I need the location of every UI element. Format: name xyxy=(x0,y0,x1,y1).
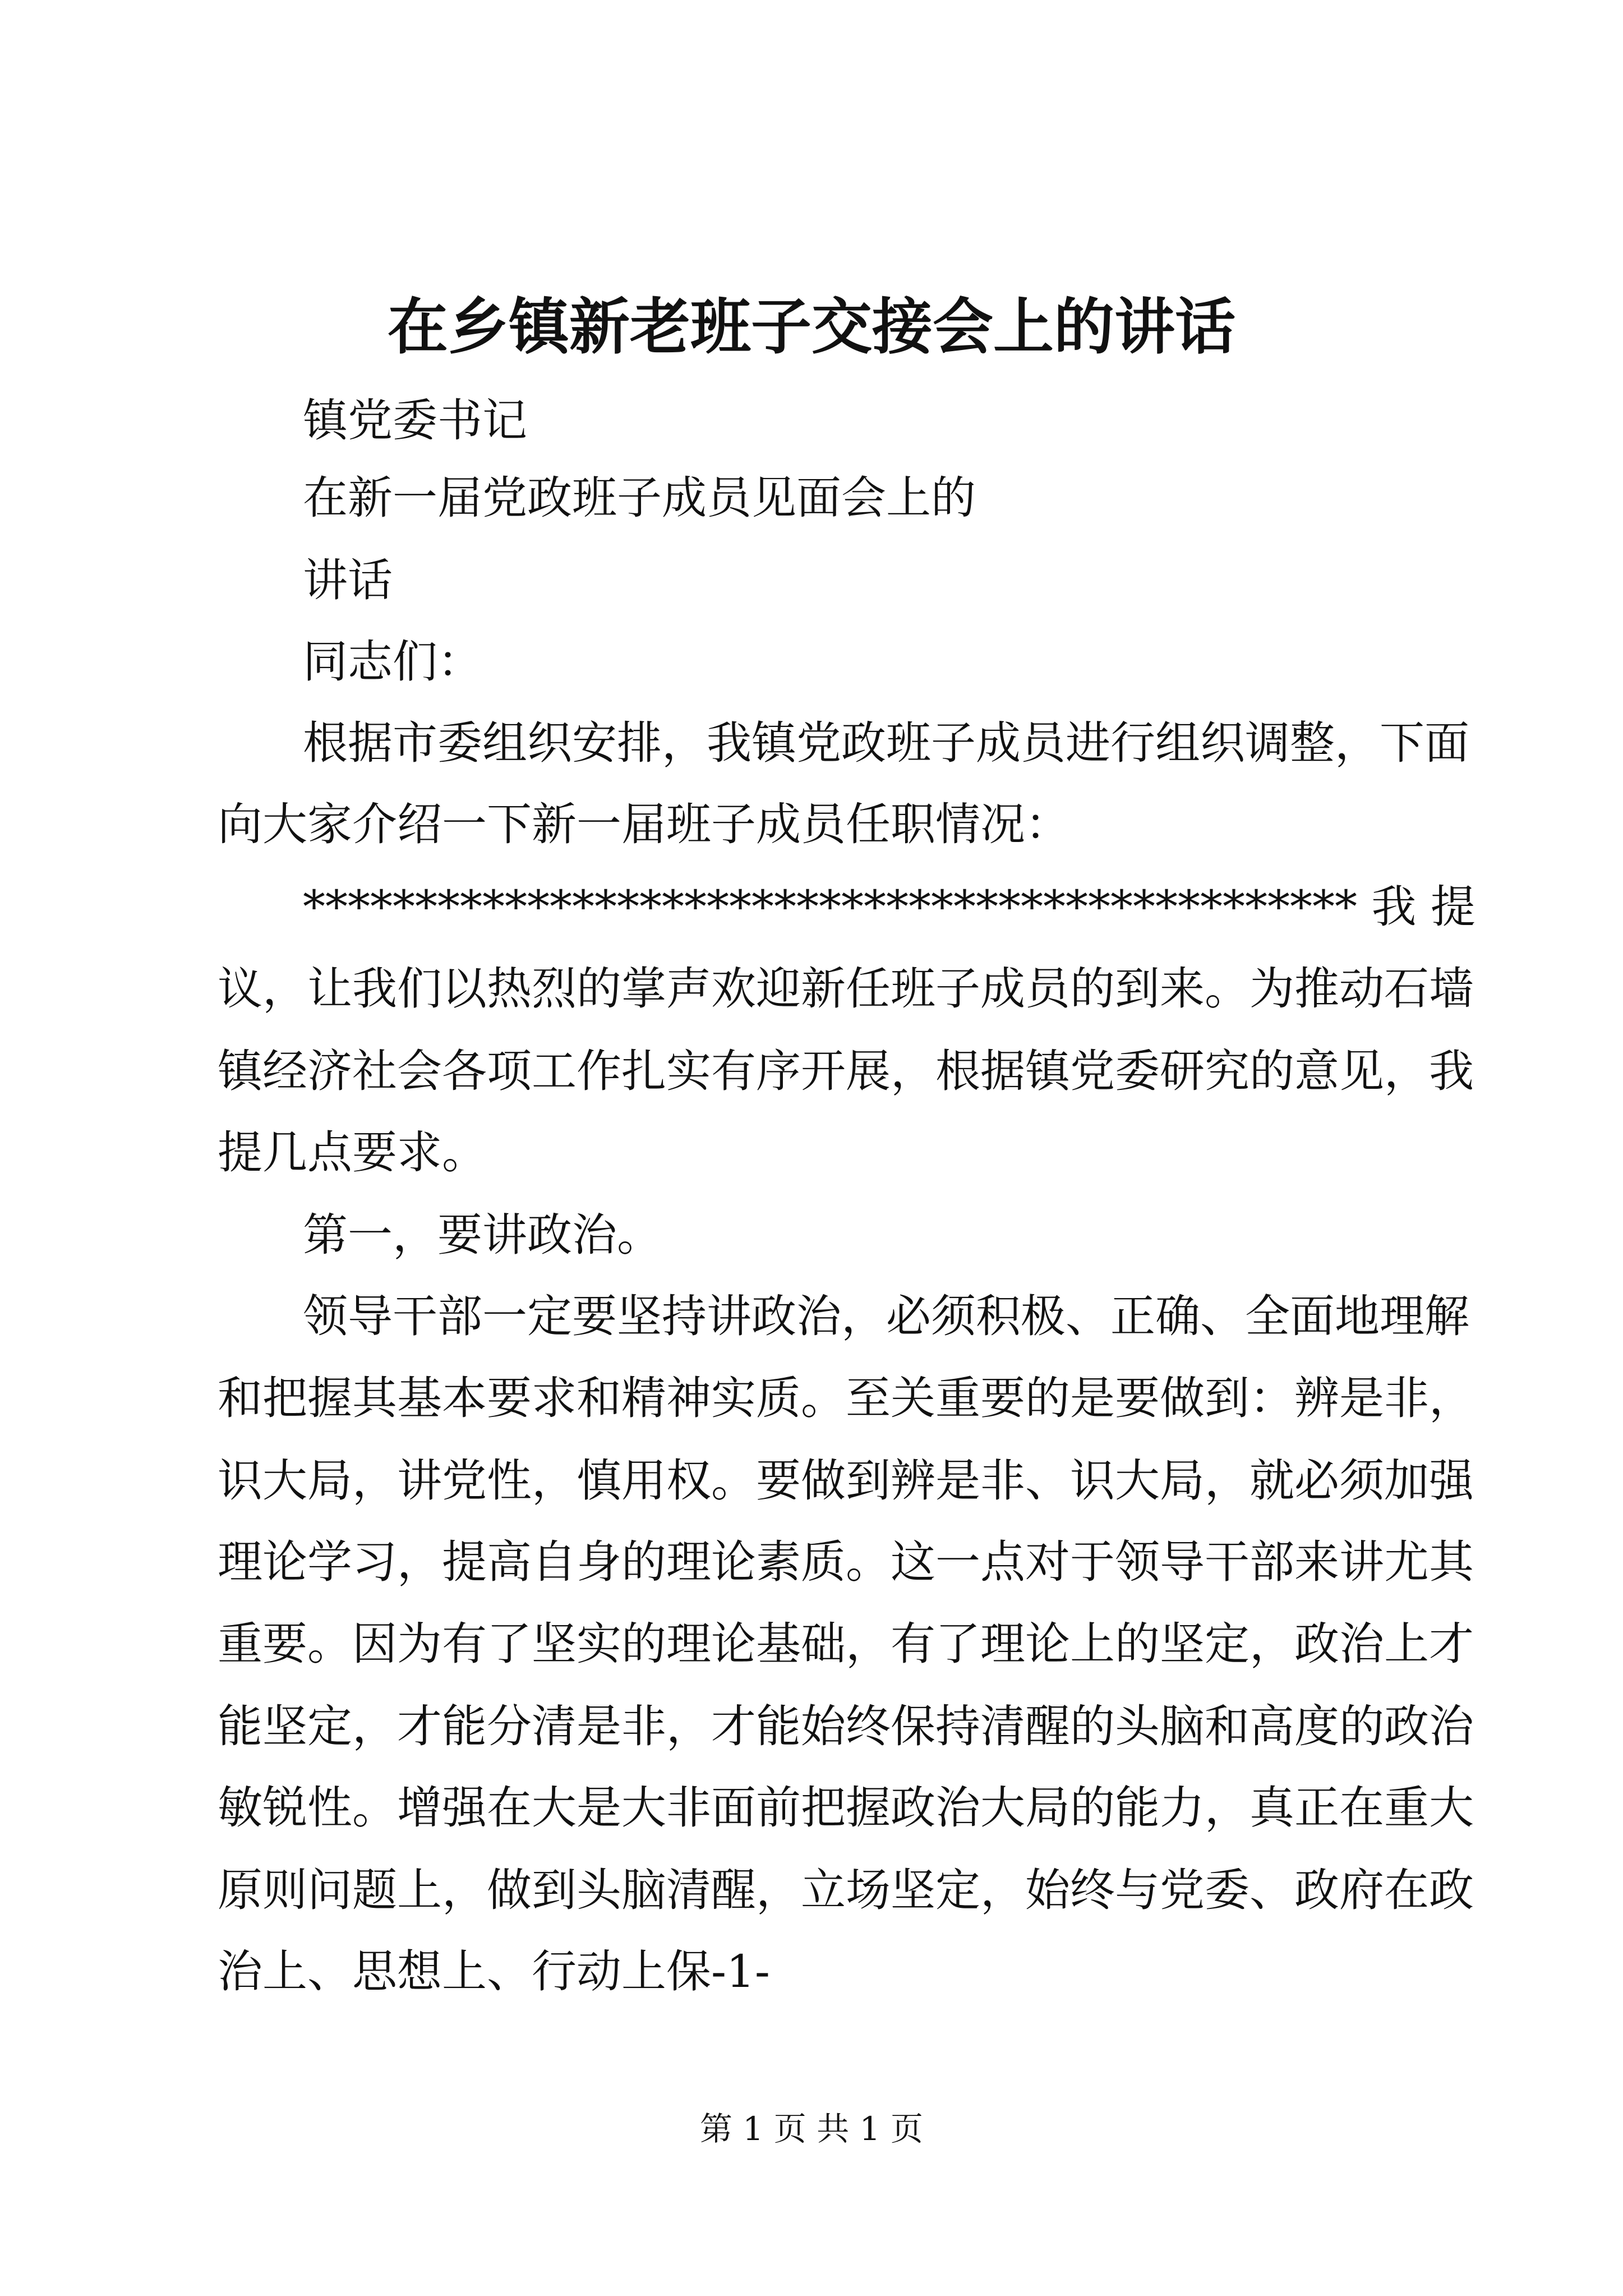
page-number-footer: 第 1 页 共 1 页 xyxy=(700,2110,923,2148)
paragraph-line: 识大局，讲党性，慎用权。要做到辨是非、识大局，就必须加强 xyxy=(218,1455,1474,1507)
paragraph-line: *********************************************** 我 提 xyxy=(303,881,1476,933)
paragraph-line: 原则问题上，做到头脑清醒，立场坚定，始终与党委、政府在政 xyxy=(218,1864,1474,1916)
paragraph-line: 领导干部一定要坚持讲政治，必须积极、正确、全面地理解 xyxy=(303,1290,1469,1342)
paragraph-line: 议，让我们以热烈的掌声欢迎新任班子成员的到来。为推动石墙 xyxy=(218,963,1474,1015)
paragraph-line: 向大家介绍一下新一届班子成员任职情况： xyxy=(218,798,1070,850)
document-title: 在乡镇新老班子交接会上的讲话 xyxy=(387,292,1235,362)
paragraph-line: 治上、思想上、行动上保-1- xyxy=(218,1945,770,1998)
paragraph-line: 提几点要求。 xyxy=(218,1126,487,1179)
paragraph-line: 根据市委组织安排，我镇党政班子成员进行组织调整，下面 xyxy=(303,717,1469,769)
section-heading: 第一，要讲政治。 xyxy=(303,1209,662,1261)
paragraph-line: 理论学习，提高自身的理论素质。这一点对于领导干部来讲尤其 xyxy=(218,1536,1474,1588)
speech-label-line: 讲话 xyxy=(303,554,393,606)
paragraph-line: 敏锐性。增强在大是大非面前把握政治大局的能力，真正在重大 xyxy=(218,1782,1474,1834)
paragraph-line: 能坚定，才能分清是非，才能始终保持清醒的头脑和高度的政治 xyxy=(218,1700,1474,1752)
salutation-line: 同志们： xyxy=(303,636,482,688)
paragraph-line: 重要。因为有了坚实的理论基础，有了理论上的坚定，政治上才 xyxy=(218,1618,1474,1670)
speaker-line: 镇党委书记 xyxy=(303,394,527,447)
paragraph-line: 和把握其基本要求和精神实质。至关重要的是要做到：辨是非， xyxy=(218,1372,1474,1424)
paragraph-line: 镇经济社会各项工作扎实有序开展，根据镇党委研究的意见，我 xyxy=(218,1045,1474,1097)
occasion-line: 在新一届党政班子成员见面会上的 xyxy=(303,472,976,524)
